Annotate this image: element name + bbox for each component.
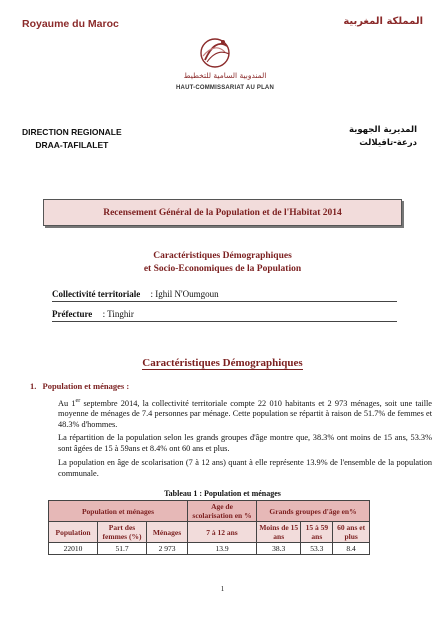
subtitle-line2: et Socio-Economiques de la Population bbox=[143, 264, 302, 274]
table-row bbox=[49, 543, 370, 555]
p1-rest: septembre 2014, la collectivité territoriale compte 22 010 habitants et 2 973 ménages, soit une taille moyenne de ménages de 7.4 personnes par ménage. Cette population se répartit à raison de 51.7% de femmes et 48.3% d'hommes. bbox=[58, 398, 432, 429]
prefecture-row bbox=[52, 309, 397, 322]
paragraph-age-groups: La répartition de la population selon les grands groupes d'âge montre que, 38.3% ont moins de 15 ans, 53.3% sont âgées de 15 à 59ans et 8.4% ont 60 ans et plus. bbox=[58, 433, 432, 453]
collectivite-row bbox=[52, 289, 397, 302]
paragraph-population bbox=[58, 396, 432, 430]
section-title-text: Caractéristiques Démographiques bbox=[142, 357, 303, 369]
header-age-scolarisation: Age de scolarisation en % bbox=[188, 501, 257, 522]
collectivite-value: : Ighil N'Oumgoun bbox=[150, 289, 219, 299]
header-7-12-ans: 7 à 12 ans bbox=[188, 522, 257, 543]
prefecture-label: Préfecture bbox=[52, 309, 93, 319]
subsection-heading bbox=[30, 381, 129, 391]
org-name-ar: المندوبية السامية للتخطيط bbox=[183, 71, 267, 80]
country-name-ar: المملكة المغربية bbox=[343, 16, 423, 27]
header-part-femmes: Part des femmes (%) bbox=[98, 522, 147, 543]
p1-start: Au 1 bbox=[58, 398, 76, 408]
hcp-logo-icon bbox=[193, 34, 237, 70]
header-menages: Ménages bbox=[147, 522, 188, 543]
country-name-fr: Royaume du Maroc bbox=[22, 18, 119, 30]
cell-population: 22010 bbox=[49, 543, 98, 555]
direction-ar-line2: درعة-تافيلالت bbox=[359, 138, 417, 148]
table-header-row-2 bbox=[49, 522, 370, 543]
population-table bbox=[48, 500, 370, 555]
header-population-menages: Population et ménages bbox=[49, 501, 188, 522]
census-title-banner: Recensement Général de la Population et de l'Habitat 2014 bbox=[43, 199, 402, 226]
direction-ar bbox=[349, 124, 417, 150]
collectivite-label: Collectivité territoriale bbox=[52, 289, 141, 299]
header-15-59: 15 à 59 ans bbox=[301, 522, 333, 543]
header-population: Population bbox=[49, 522, 98, 543]
cell-15-59: 53.3 bbox=[301, 543, 333, 555]
page-number: 1 bbox=[220, 585, 225, 593]
cell-60-plus: 8.4 bbox=[333, 543, 370, 555]
cell-menages: 2 973 bbox=[147, 543, 188, 555]
cell-7-12-ans: 13.9 bbox=[188, 543, 257, 555]
paragraph-school-age: La population en âge de scolarisation (7 à 12 ans) quant à elle représente 13.9% de l'ensemble de la population communale. bbox=[58, 458, 432, 478]
direction-fr-line1: DIRECTION REGIONALE bbox=[22, 127, 122, 137]
direction-fr-line2: DRAA-TAFILALET bbox=[35, 140, 109, 150]
subsection-title: Population et ménages : bbox=[42, 381, 130, 391]
header-grands-groupes: Grands groupes d'âge en% bbox=[257, 501, 370, 522]
table-header-row-1 bbox=[49, 501, 370, 522]
section-title bbox=[0, 357, 445, 369]
subsection-number: 1. bbox=[30, 381, 37, 391]
table-caption: Tableau 1 : Population et ménages bbox=[164, 489, 281, 498]
cell-part-femmes: 51.7 bbox=[98, 543, 147, 555]
header-moins-15: Moins de 15 ans bbox=[257, 522, 301, 543]
header-60-plus: 60 ans et plus bbox=[333, 522, 370, 543]
cell-moins-15: 38.3 bbox=[257, 543, 301, 555]
prefecture-value: : Tinghir bbox=[102, 309, 134, 319]
org-name-fr: HAUT-COMMISSARIAT AU PLAN bbox=[176, 85, 274, 91]
subtitle-line1: Caractéristiques Démographiques bbox=[153, 251, 292, 261]
p1-superscript: er bbox=[75, 398, 81, 404]
document-subtitle bbox=[0, 250, 445, 276]
direction-ar-line1: المديرية الجهوية bbox=[348, 125, 417, 135]
direction-fr bbox=[22, 126, 122, 152]
